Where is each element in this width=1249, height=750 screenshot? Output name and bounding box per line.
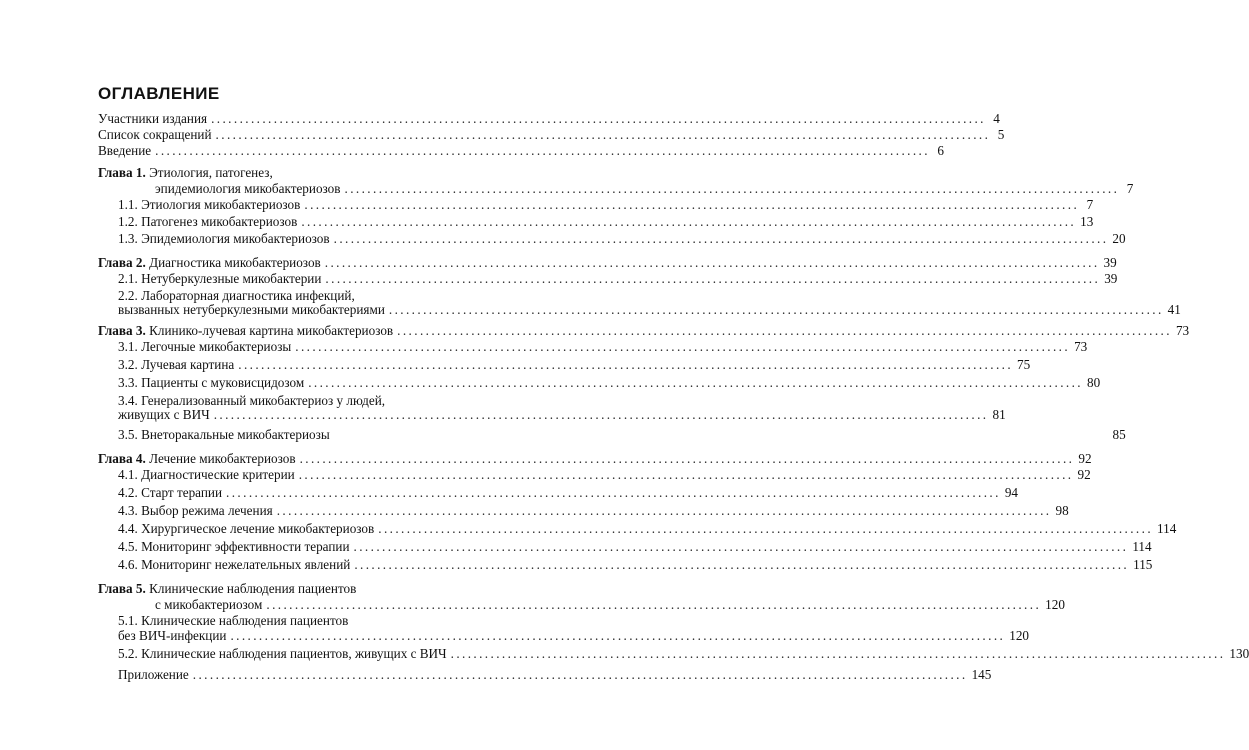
toc-entry-page: 20 bbox=[1112, 231, 1126, 246]
toc-entry-page: 4 bbox=[993, 111, 1000, 126]
chapter-number: Глава 3. bbox=[98, 323, 146, 338]
chapter-5-entry bbox=[155, 596, 1065, 613]
chapter-title: Клинические наблюдения пациентов bbox=[149, 581, 357, 596]
toc-entry-label: Приложение bbox=[118, 667, 189, 682]
toc-entry-label: 3.5. Внеторакальные микобактериозы bbox=[118, 427, 330, 442]
toc-leader: ........................................................................................................................................ bbox=[450, 646, 1226, 661]
toc-leader: ........................................................................................................................................ bbox=[325, 271, 1101, 286]
toc-entry-label: 4.3. Выбор режима лечения bbox=[118, 503, 273, 518]
toc-entry-label: Участники издания bbox=[98, 111, 208, 126]
toc-entry-page: 92 bbox=[1078, 451, 1092, 466]
toc-entry-page: 5 bbox=[997, 127, 1005, 142]
toc-entry-label: 5.2. Клинические наблюдения пациентов, живущих с ВИЧ bbox=[118, 646, 447, 661]
toc-leader: ........................................................................................................................................ bbox=[295, 339, 1071, 354]
toc-entry-page: 114 bbox=[1157, 521, 1177, 536]
toc-entry-label: живущих с ВИЧ bbox=[118, 407, 210, 422]
toc-entry-page: 80 bbox=[1086, 375, 1101, 390]
toc-entry-label: 4.6. Мониторинг нежелательных явлений bbox=[118, 557, 351, 572]
toc-entry bbox=[98, 126, 1005, 143]
toc-leader: ........................................................................................................................................ bbox=[388, 302, 1164, 317]
toc-entry-label: без ВИЧ-инфекции bbox=[118, 628, 227, 643]
toc-entry-page: 73 bbox=[1175, 323, 1190, 338]
toc-leader: ........................................................................................................................................ bbox=[213, 407, 989, 422]
toc-leader: ........................................................................................................................................ bbox=[308, 375, 1083, 390]
toc-entry-label: 4.2. Старт терапии bbox=[118, 485, 223, 500]
toc-entry-label: 1.2. Патогенез микобактериозов bbox=[118, 214, 298, 229]
toc-entry-page: 92 bbox=[1077, 467, 1091, 482]
chapter-1-heading bbox=[98, 164, 273, 181]
toc-entry-label: 3.2. Лучевая картина bbox=[118, 357, 235, 372]
toc-leader: ........................................................................................................................................ bbox=[299, 451, 1075, 466]
chapter-title: Клинико-лучевая картина микобактериозов bbox=[149, 323, 394, 338]
toc-entry-label: 4.1. Диагностические критерии bbox=[118, 467, 295, 482]
toc-leader: ........................................................................................................................................ bbox=[354, 557, 1130, 572]
chapter-5-heading bbox=[98, 580, 356, 597]
toc-entry bbox=[118, 666, 992, 683]
toc-entry bbox=[118, 196, 1094, 213]
toc-entry bbox=[98, 142, 944, 159]
toc-entry-label: 1.1. Этиология микобактериозов bbox=[118, 197, 301, 212]
toc-leader: ........................................................................................................................................ bbox=[333, 231, 1109, 246]
chapter-title: Этиология, патогенез, bbox=[149, 165, 273, 180]
toc-leader: ........................................................................................................................................ bbox=[324, 255, 1100, 270]
toc-entry-label: 5.1. Клинические наблюдения пациентов bbox=[118, 613, 349, 628]
toc-entry-label: Список сокращений bbox=[98, 127, 212, 142]
toc-entry-label: вызванных нетуберкулезными микобактериями bbox=[118, 302, 385, 317]
chapter-title: Лечение микобактериозов bbox=[149, 451, 296, 466]
toc-entry-page: 39 bbox=[1104, 271, 1118, 286]
toc-entry bbox=[118, 645, 1249, 662]
toc-entry-page: 120 bbox=[1009, 628, 1029, 643]
chapter-title: эпидемиология микобактериозов bbox=[155, 181, 341, 196]
toc-leader: ........................................................................................................................................ bbox=[238, 357, 1014, 372]
toc-entry-page: 94 bbox=[1004, 485, 1018, 500]
toc-entry-page: 85 bbox=[1112, 427, 1126, 442]
toc-entry bbox=[118, 466, 1091, 483]
toc-leader: ........................................................................................................................................ bbox=[215, 127, 991, 142]
toc-entry-page: 39 bbox=[1103, 255, 1117, 270]
toc-leader: ........................................................................................................................................ bbox=[276, 503, 1052, 518]
toc-entry bbox=[98, 110, 1000, 127]
toc-leader: ........................................................................................................................................ bbox=[192, 667, 968, 682]
toc-entry-label: 3.1. Легочные микобактериозы bbox=[118, 339, 292, 354]
toc-leader: ........................................................................................................................................ bbox=[304, 197, 1080, 212]
chapter-2-heading bbox=[98, 254, 1117, 271]
toc-entry-page: 6 bbox=[937, 143, 944, 158]
toc-entry bbox=[118, 301, 1181, 318]
toc-entry bbox=[118, 270, 1118, 287]
toc-entry-page: 130 bbox=[1229, 646, 1249, 661]
toc-entry-label: 2.1. Нетуберкулезные микобактерии bbox=[118, 271, 322, 286]
toc-entry bbox=[118, 502, 1069, 519]
chapter-number: Глава 5. bbox=[98, 581, 146, 596]
toc-entry bbox=[118, 374, 1101, 391]
toc-entry bbox=[118, 356, 1031, 373]
toc-leader: ........................................................................................................................................ bbox=[378, 521, 1154, 536]
toc-entry bbox=[118, 213, 1094, 230]
toc-entry-label: 1.3. Эпидемиология микобактериозов bbox=[118, 231, 330, 246]
toc-entry-page: 114 bbox=[1132, 539, 1152, 554]
toc-entry-page: 81 bbox=[992, 407, 1006, 422]
toc-leader: ........................................................................................................................................ bbox=[301, 214, 1077, 229]
toc-entry bbox=[118, 338, 1088, 355]
toc-entry-page: 7 bbox=[1086, 197, 1094, 212]
toc-entry-label: 4.4. Хирургическое лечение микобактериозов bbox=[118, 521, 375, 536]
chapter-4-heading bbox=[98, 450, 1092, 467]
toc-leader: ........................................................................................................................................ bbox=[211, 111, 986, 126]
toc-entry-label: Введение bbox=[98, 143, 152, 158]
toc-entry bbox=[118, 627, 1029, 644]
chapter-number: Глава 2. bbox=[98, 255, 146, 270]
toc-entry-page: 98 bbox=[1055, 503, 1069, 518]
toc-entry-page: 75 bbox=[1017, 357, 1031, 372]
toc-entry-label: 3.4. Генерализованный микобактериоз у людей, bbox=[118, 393, 386, 408]
toc-entry-label: 4.5. Мониторинг эффективности терапии bbox=[118, 539, 350, 554]
chapter-3-heading bbox=[98, 322, 1190, 339]
toc-entry-page: 120 bbox=[1045, 597, 1065, 612]
toc-leader: ........................................................................................................................................ bbox=[226, 485, 1001, 500]
chapter-number: Глава 4. bbox=[98, 451, 146, 466]
chapter-title: с микобактериозом bbox=[155, 597, 263, 612]
toc-leader: ........................................................................................................................................ bbox=[353, 539, 1129, 554]
toc-entry bbox=[118, 230, 1126, 247]
toc-leader: ........................................................................................................................................ bbox=[344, 181, 1120, 196]
toc-leader: ........................................................................................................................................ bbox=[155, 143, 930, 158]
toc-entry-page: 13 bbox=[1080, 214, 1094, 229]
toc-entry-page: 73 bbox=[1074, 339, 1088, 354]
toc-entry-page: 41 bbox=[1167, 302, 1181, 317]
toc-entry-page: 115 bbox=[1133, 557, 1153, 572]
toc-leader: ........................................................................................................................................ bbox=[230, 628, 1006, 643]
toc-entry bbox=[118, 406, 1006, 423]
chapter-number: Глава 1. bbox=[98, 165, 146, 180]
toc-leader: ........................................................................................................................................ bbox=[397, 323, 1172, 338]
toc-leader: ........................................................................................................................................ bbox=[266, 597, 1042, 612]
chapter-1-entry bbox=[155, 180, 1134, 197]
toc-entry bbox=[118, 556, 1153, 573]
chapter-title: Диагностика микобактериозов bbox=[149, 255, 321, 270]
toc-leader: ........................................................................................................................................ bbox=[298, 467, 1074, 482]
toc-entry bbox=[118, 520, 1177, 537]
toc-entry-label: 2.2. Лабораторная диагностика инфекций, bbox=[118, 288, 355, 303]
toc-entry bbox=[118, 484, 1018, 501]
toc-entry-label: 3.3. Пациенты с муковисцидозом bbox=[118, 375, 305, 390]
toc-entry-page: 145 bbox=[971, 667, 992, 682]
toc-entry bbox=[118, 538, 1152, 555]
toc-entry bbox=[118, 426, 1126, 443]
toc-entry-page: 7 bbox=[1126, 181, 1134, 196]
page-title: ОГЛАВЛЕНИЕ bbox=[98, 84, 220, 103]
